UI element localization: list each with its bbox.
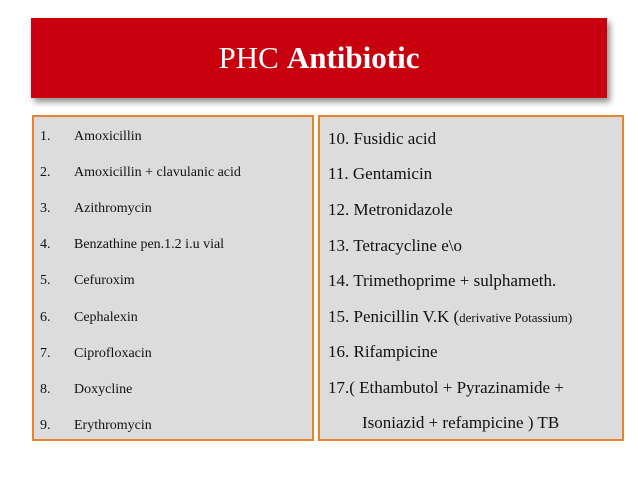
list-item: 14. Trimethoprime + sulphameth. xyxy=(328,271,557,290)
list-item xyxy=(40,129,142,145)
list-item xyxy=(40,165,241,181)
item-number: 7. xyxy=(40,346,51,361)
item-name: Erythromycin xyxy=(74,418,152,433)
list-item-continuation: Isoniazid + refampicine ) TB xyxy=(362,413,560,432)
title-bold: Antibiotic xyxy=(286,40,420,75)
item-number: 6. xyxy=(40,310,51,325)
list-item xyxy=(328,307,572,327)
list-item: 16. Rifampicine xyxy=(328,342,438,361)
item-name: Cefuroxim xyxy=(74,273,135,288)
list-item: 11. Gentamicin xyxy=(328,164,433,183)
item-number: 4. xyxy=(40,237,51,252)
item-number: 8. xyxy=(40,382,51,397)
right-antibiotic-list xyxy=(318,115,624,441)
item-note: derivative Potassium) xyxy=(459,310,573,325)
list-item xyxy=(40,418,152,434)
item-number: 5. xyxy=(40,273,51,288)
list-item: 12. Metronidazole xyxy=(328,200,453,219)
item-name: Doxycline xyxy=(74,382,133,397)
list-item: 13. Tetracycline e\o xyxy=(328,236,462,255)
item-number: 2. xyxy=(40,165,51,180)
title-prefix: PHC xyxy=(218,40,279,75)
list-item xyxy=(40,273,135,289)
item-name: Amoxicillin + clavulanic acid xyxy=(74,165,241,180)
item-name: Cephalexin xyxy=(74,310,138,325)
list-item xyxy=(40,310,138,326)
item-name: Amoxicillin xyxy=(74,129,142,144)
list-item: 10. Fusidic acid xyxy=(328,129,437,148)
list-item: 17.( Ethambutol + Pyrazinamide + xyxy=(328,378,564,397)
item-number: 3. xyxy=(40,201,51,216)
slide-title xyxy=(219,40,420,76)
list-item xyxy=(40,346,152,362)
title-banner xyxy=(31,18,607,98)
item-text: 15. Penicillin V.K ( xyxy=(328,307,460,326)
item-name: Benzathine pen.1.2 i.u vial xyxy=(74,237,225,252)
list-item xyxy=(40,382,132,398)
list-item xyxy=(40,237,224,253)
item-name: Azithromycin xyxy=(74,201,152,216)
item-number: 1. xyxy=(40,129,51,144)
item-number: 9. xyxy=(40,418,51,433)
list-item xyxy=(40,201,152,217)
left-antibiotic-list xyxy=(32,115,314,441)
item-name: Ciprofloxacin xyxy=(74,346,152,361)
